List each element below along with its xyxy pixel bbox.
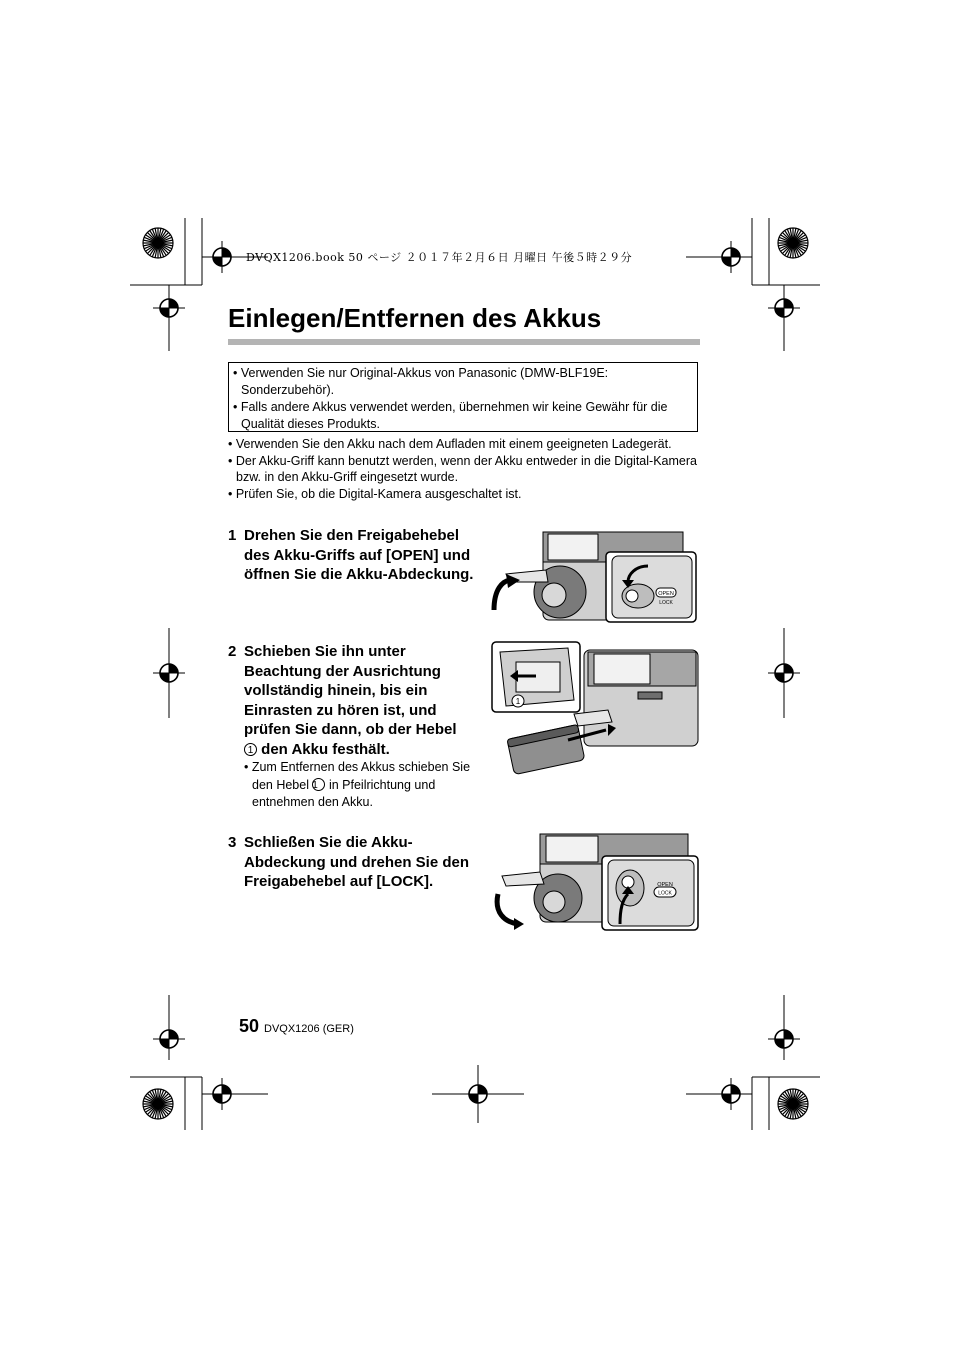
step-text: Drehen Sie den Freigabehebel des Akku-Griffs auf [OPEN] und öffnen Sie die Akku-Abdeckung.: [244, 527, 474, 584]
notice-item: • Falls andere Akkus verwendet werden, übernehmen wir keine Gewähr für die Qualität dieses Produkts.: [233, 400, 668, 431]
note-item: • Prüfen Sie, ob die Digital-Kamera ausgeschaltet ist.: [228, 486, 522, 501]
step-number: 1: [228, 527, 237, 544]
step-text: [244, 642, 480, 760]
illustration-insert-battery: [488, 640, 700, 782]
subnote-text: • Zum Entfernen des Akkus schieben Sie den Hebel: [244, 760, 471, 792]
page-title: Einlegen/Entfernen des Akkus: [228, 303, 602, 333]
doc-code: DVQX1206 (GER): [264, 1023, 354, 1035]
callout-1: 1: [515, 697, 521, 706]
step-text-part: Schieben Sie ihn unter Beachtung der Ausrichtung vollständig hinein, bis ein Einrasten zu hören ist, und prüfen Sie dann, ob der Hebel: [244, 643, 457, 739]
notice-item: • Verwenden Sie nur Original-Akkus von Panasonic (DMW-BLF19E: Sonderzubehör).: [233, 366, 609, 397]
step-2-subnote: [244, 759, 484, 812]
step-3: [228, 833, 480, 892]
note-item: • Der Akku-Griff kann benutzt werden, wenn der Akku entweder in die Digital-Kamera bzw. in den Akku-Griff eingesetzt wurde.: [228, 453, 697, 485]
step-number: 3: [228, 834, 237, 851]
notes-list: [228, 436, 704, 502]
note-item: • Verwenden Sie den Akku nach dem Aufladen mit einem geeigneten Ladegerät.: [228, 437, 672, 451]
illustration-open-cover: [488, 530, 700, 626]
notice-box: [228, 362, 698, 432]
step-text-part: den Akku festhält.: [257, 740, 390, 758]
step-2: [228, 642, 480, 760]
lock-label: LOCK: [658, 890, 672, 897]
lock-label: LOCK: [659, 600, 673, 606]
callout-marker: 1: [244, 743, 257, 756]
step-text: Schließen Sie die Akku-Abdeckung und drehen Sie den Freigabehebel auf [LOCK].: [244, 834, 470, 891]
step-1: [228, 526, 480, 585]
step-number: 2: [228, 643, 237, 660]
subnote-text: in Pfeilrichtung und entnehmen den Akku.: [252, 777, 436, 810]
title-underline: [228, 339, 700, 345]
open-label: OPEN: [658, 591, 674, 597]
callout-marker: 1: [312, 778, 325, 791]
illustration-close-cover: [488, 832, 700, 932]
print-info-header: DVQX1206.book 50 ページ ２０１７年２月６日 月曜日 午後５時２９分: [246, 251, 633, 264]
page-number: 50: [239, 1016, 260, 1036]
open-label: OPEN: [657, 882, 673, 888]
